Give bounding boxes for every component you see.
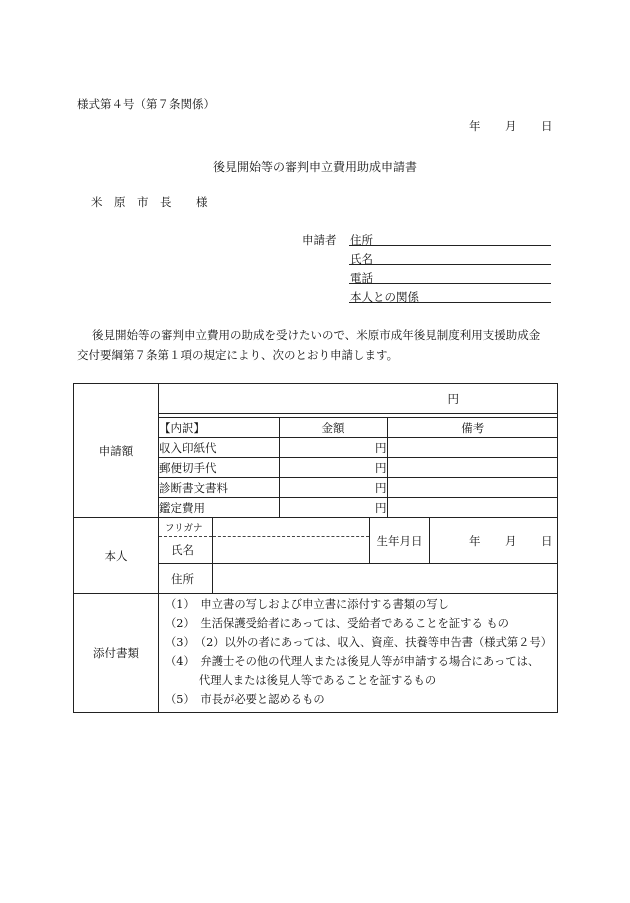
birth-month-label: 月 — [505, 533, 517, 548]
body-text-line1: 後見開始等の審判申立費用の助成を受けたいので、米原市成年後見制度利用支援助成金 — [92, 328, 541, 342]
breakdown-item-label: 診断書文書料 — [159, 478, 279, 498]
addressee-name: 米 原 市 長 — [91, 195, 172, 209]
person-address-label: 住所 — [159, 564, 213, 594]
birth-day-label: 日 — [541, 533, 553, 548]
breakdown-header-row — [159, 418, 558, 438]
form-number: 様式第４号（第７条関係） — [77, 97, 215, 111]
breakdown-row — [159, 438, 558, 458]
birthdate-input[interactable] — [430, 518, 558, 564]
breakdown-row — [159, 458, 558, 478]
person-address-input[interactable] — [213, 564, 558, 594]
breakdown-table — [159, 417, 558, 517]
application-table — [73, 383, 558, 713]
breakdown-item-amount[interactable]: 円 — [279, 498, 387, 518]
applicant-address-line[interactable] — [349, 245, 551, 246]
remarks-header: 備考 — [387, 418, 558, 438]
body-text-line2: 交付要綱第７条第１項の規定により、次のとおり申請します。 — [77, 348, 399, 362]
applicant-address-label: 住所 — [350, 233, 373, 247]
date-day-label: 日 — [541, 119, 553, 133]
breakdown-item-amount[interactable]: 円 — [279, 478, 387, 498]
birthdate-label: 生年月日 — [370, 518, 430, 564]
furigana-input[interactable] — [213, 518, 370, 537]
person-name-label: 氏名 — [159, 537, 213, 564]
breakdown-row — [159, 498, 558, 518]
breakdown-item-remarks[interactable] — [387, 458, 558, 478]
breakdown-item-remarks[interactable] — [387, 498, 558, 518]
date-month-label: 月 — [505, 119, 517, 133]
applicant-phone-label: 電話 — [350, 271, 373, 285]
person-section-label: 本人 — [74, 518, 159, 594]
breakdown-item-remarks[interactable] — [387, 438, 558, 458]
applicant-label: 申請者 — [302, 233, 337, 247]
breakdown-item-label: 収入印紙代 — [159, 438, 279, 458]
person-name-input[interactable] — [213, 537, 370, 564]
breakdown-item-amount[interactable]: 円 — [279, 438, 387, 458]
attachment-item: 代理人または後見人等であることを証するもの — [165, 674, 437, 687]
attachments-section-label: 添付書類 — [74, 594, 159, 713]
birth-year-label: 年 — [469, 533, 481, 548]
applicant-relation-label: 本人との関係 — [350, 290, 419, 304]
breakdown-header: 【内訳】 — [159, 418, 279, 438]
total-amount-unit: 円 — [447, 391, 459, 406]
document-title: 後見開始等の審判申立費用助成申請書 — [212, 160, 417, 174]
breakdown-cell — [159, 414, 558, 518]
attachment-item: （2） 生活保護受給者にあっては、受給者であることを証する もの — [165, 617, 509, 630]
attachment-item: （5） 市長が必要と認めるもの — [165, 693, 325, 706]
breakdown-row — [159, 478, 558, 498]
breakdown-item-label: 郵便切手代 — [159, 458, 279, 478]
breakdown-item-remarks[interactable] — [387, 478, 558, 498]
applicant-phone-line[interactable] — [349, 283, 551, 284]
breakdown-item-amount[interactable]: 円 — [279, 458, 387, 478]
furigana-label: フリガナ — [159, 518, 213, 537]
total-amount-cell[interactable] — [159, 384, 558, 414]
applicant-name-line[interactable] — [349, 264, 551, 265]
breakdown-item-label: 鑑定費用 — [159, 498, 279, 518]
applicant-name-label: 氏名 — [350, 252, 373, 266]
date-year-label: 年 — [469, 119, 481, 133]
attachments-list — [159, 594, 558, 713]
attachment-item: （4） 弁護士その他の代理人または後見人等が申請する場合にあっては、 — [165, 655, 540, 668]
applicant-relation-line[interactable] — [349, 302, 551, 303]
amount-header: 金額 — [279, 418, 387, 438]
attachment-item: （1） 申立書の写しおよび申立書に添付する書類の写し — [165, 598, 449, 611]
attachment-item: （3） （2）以外の者にあっては、収入、資産、扶養等申告書（様式第２号） — [165, 636, 553, 649]
amount-section-label: 申請額 — [74, 384, 159, 518]
addressee-honorific: 様 — [196, 195, 208, 209]
